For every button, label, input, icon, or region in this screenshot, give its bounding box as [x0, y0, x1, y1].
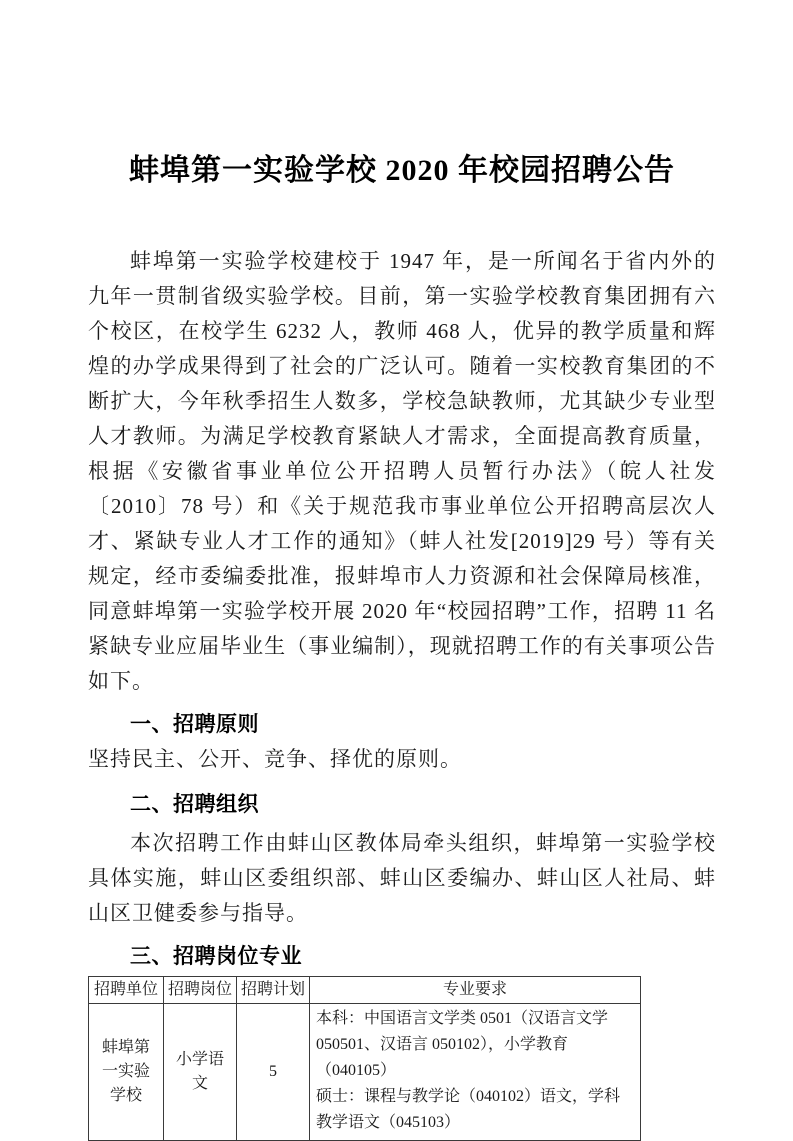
table-header-requirements: 专业要求	[310, 977, 641, 1004]
section-heading-organization: 二、招聘组织	[130, 793, 259, 816]
requirement-bachelor: 本科：中国语言文学类 0501（汉语言文学 050501、汉语言 050102），小学教育（040105）	[316, 1010, 609, 1079]
cell-plan: 5	[237, 1004, 310, 1141]
table-header-plan: 招聘计划	[237, 977, 310, 1004]
requirement-master: 硕士：课程与教学论（040102）语文，学科教学语文（045103）	[316, 1088, 621, 1131]
cell-unit: 蚌埠第一实验学校	[89, 1004, 164, 1141]
section-heading-principles: 一、招聘原则	[130, 713, 259, 736]
table-header-position: 招聘岗位	[164, 977, 237, 1004]
table-header-row	[89, 977, 641, 1004]
section-heading-positions: 三、招聘岗位专业	[130, 945, 302, 968]
principles-paragraph: 坚持民主、公开、竞争、择优的原则。	[88, 747, 462, 771]
document-title: 蚌埠第一实验学校 2020 年校园招聘公告	[129, 154, 675, 187]
organization-paragraph: 本次招聘工作由蚌山区教体局牵头组织，蚌埠第一实验学校具体实施，蚌山区委组织部、蚌山区委编办、蚌山区人社局、蚌山区卫健委参与指导。	[88, 831, 716, 925]
cell-position: 小学语文	[164, 1004, 237, 1141]
intro-paragraph: 蚌埠第一实验学校建校于 1947 年，是一所闻名于省内外的九年一贯制省级实验学校。目前，第一实验学校教育集团拥有六个校区，在校学生 6232 人，教师 468 人，优异的教学质量和辉煌的办学成果得到了社会的广泛认可。随着一实校教育集团的不断扩大，今年秋季招生人数多，学校急缺教师，尤其缺少专业型人才教师。为满足学校教育紧缺人才需求，全面提高教育质量，根据《安徽省事业单位公开招聘人员暂行办法》（皖人社发〔2010〕78 号）和《关于规范我市事业单位公开招聘高层次人才、紧缺专业人才工作的通知》（蚌人社发[2019]29 号）等有关规定，经市委编委批准，报蚌埠市人力资源和社会保障局核准，同意蚌埠第一实验学校开展 2020 年“校园招聘”工作，招聘 11 名紧缺专业应届毕业生（事业编制），现就招聘工作的有关事项公告如下。	[88, 249, 716, 693]
positions-table	[88, 976, 641, 1141]
cell-requirements	[310, 1004, 641, 1141]
table-header-unit: 招聘单位	[89, 977, 164, 1004]
table-row	[89, 1004, 641, 1141]
